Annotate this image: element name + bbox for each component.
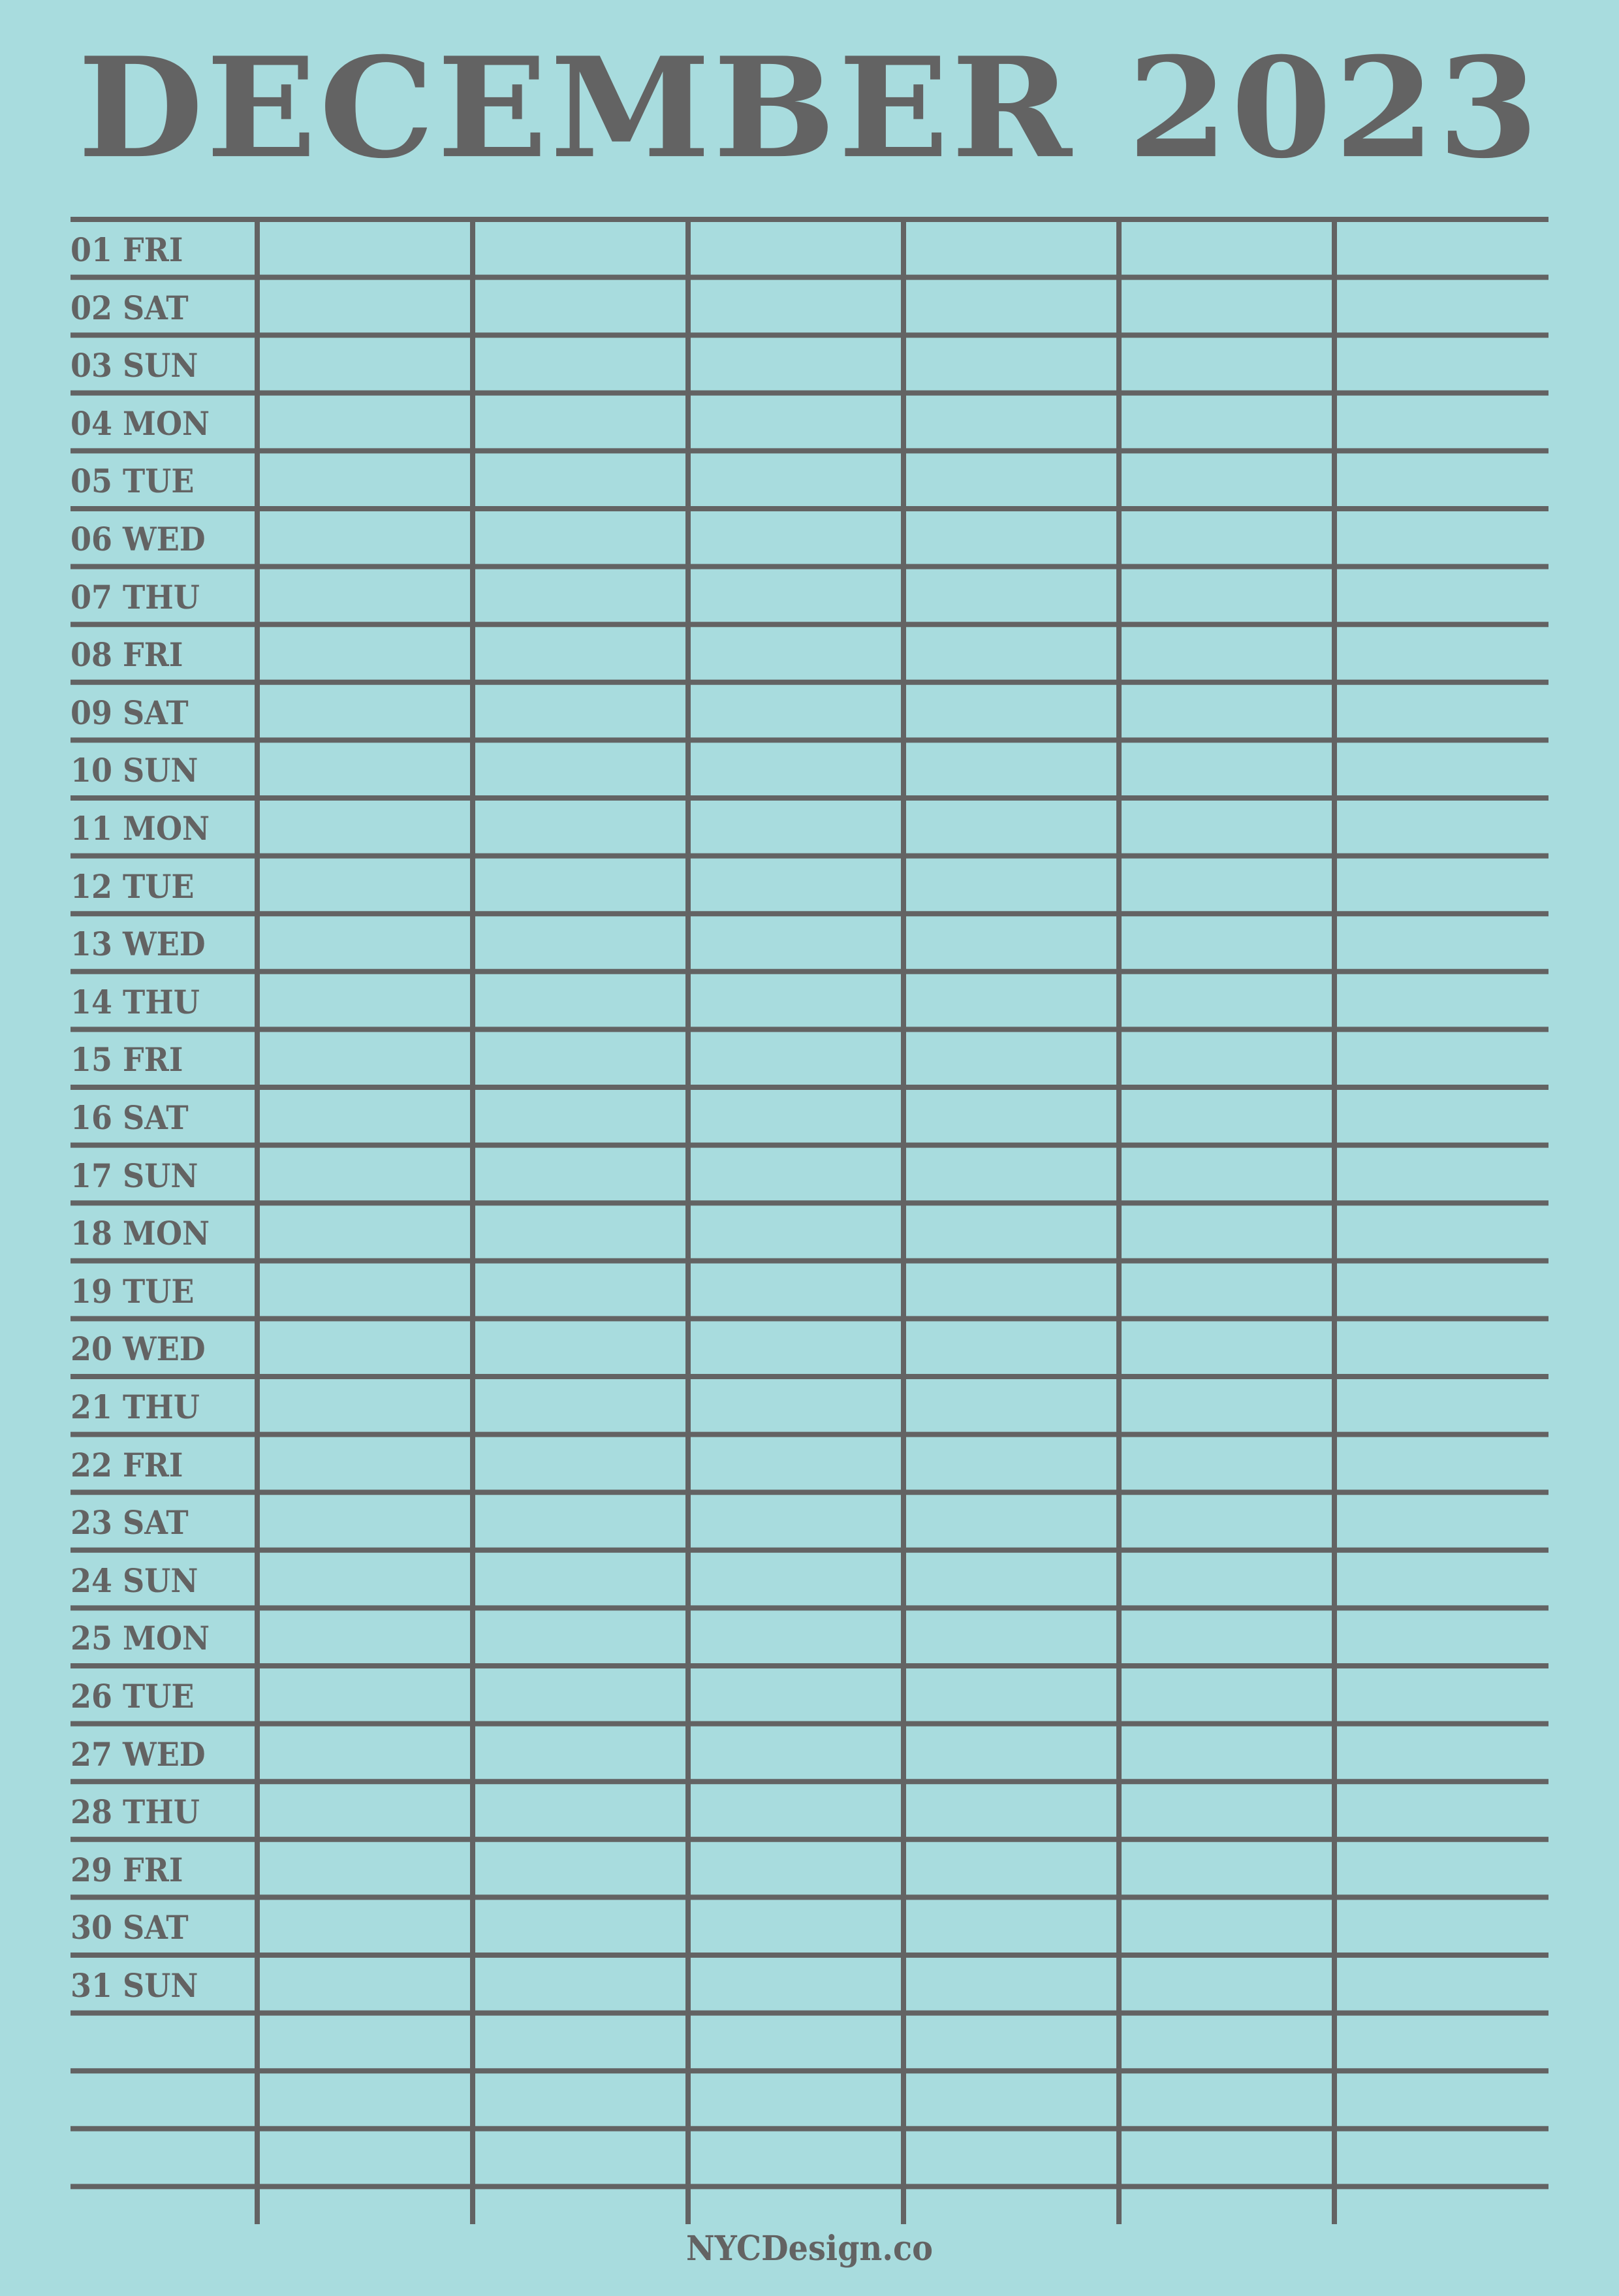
day-label: 08 FRI xyxy=(71,635,183,675)
day-label: 17 SUN xyxy=(71,1156,198,1195)
day-label: 13 WED xyxy=(71,925,206,964)
day-label: 26 TUE xyxy=(71,1677,195,1715)
day-label: 05 TUE xyxy=(71,462,195,501)
day-label: 21 THU xyxy=(71,1388,200,1426)
day-label: 19 TUE xyxy=(71,1271,195,1311)
day-label: 03 SUN xyxy=(71,346,198,385)
day-label: 25 MON xyxy=(71,1619,210,1658)
day-label: 09 SAT xyxy=(71,693,189,732)
page-title: DECEMBER 2023 xyxy=(78,27,1541,189)
day-label: 15 FRI xyxy=(71,1040,183,1079)
day-label: 29 FRI xyxy=(71,1850,183,1889)
day-label: 14 THU xyxy=(71,982,200,1021)
day-label: 10 SUN xyxy=(71,751,198,790)
day-label: 06 WED xyxy=(71,520,206,558)
day-label: 31 SUN xyxy=(71,1966,198,2005)
day-label: 04 MON xyxy=(71,404,210,443)
day-label: 07 THU xyxy=(71,577,200,616)
day-label: 27 WED xyxy=(71,1734,206,1774)
day-label: 12 TUE xyxy=(71,867,195,906)
day-label: 11 MON xyxy=(71,809,210,848)
day-label: 18 MON xyxy=(71,1214,210,1253)
day-label: 23 SAT xyxy=(71,1503,189,1542)
day-label: 02 SAT xyxy=(71,288,189,327)
day-label: 22 FRI xyxy=(71,1445,183,1484)
day-label: 30 SAT xyxy=(71,1908,189,1947)
footer-credit: NYCDesign.co xyxy=(685,2229,934,2269)
day-label: 01 FRI xyxy=(71,231,183,269)
day-label: 16 SAT xyxy=(71,1098,189,1137)
day-label: 24 SUN xyxy=(71,1561,198,1600)
day-label: 28 THU xyxy=(71,1793,200,1832)
day-label: 20 WED xyxy=(71,1330,206,1369)
